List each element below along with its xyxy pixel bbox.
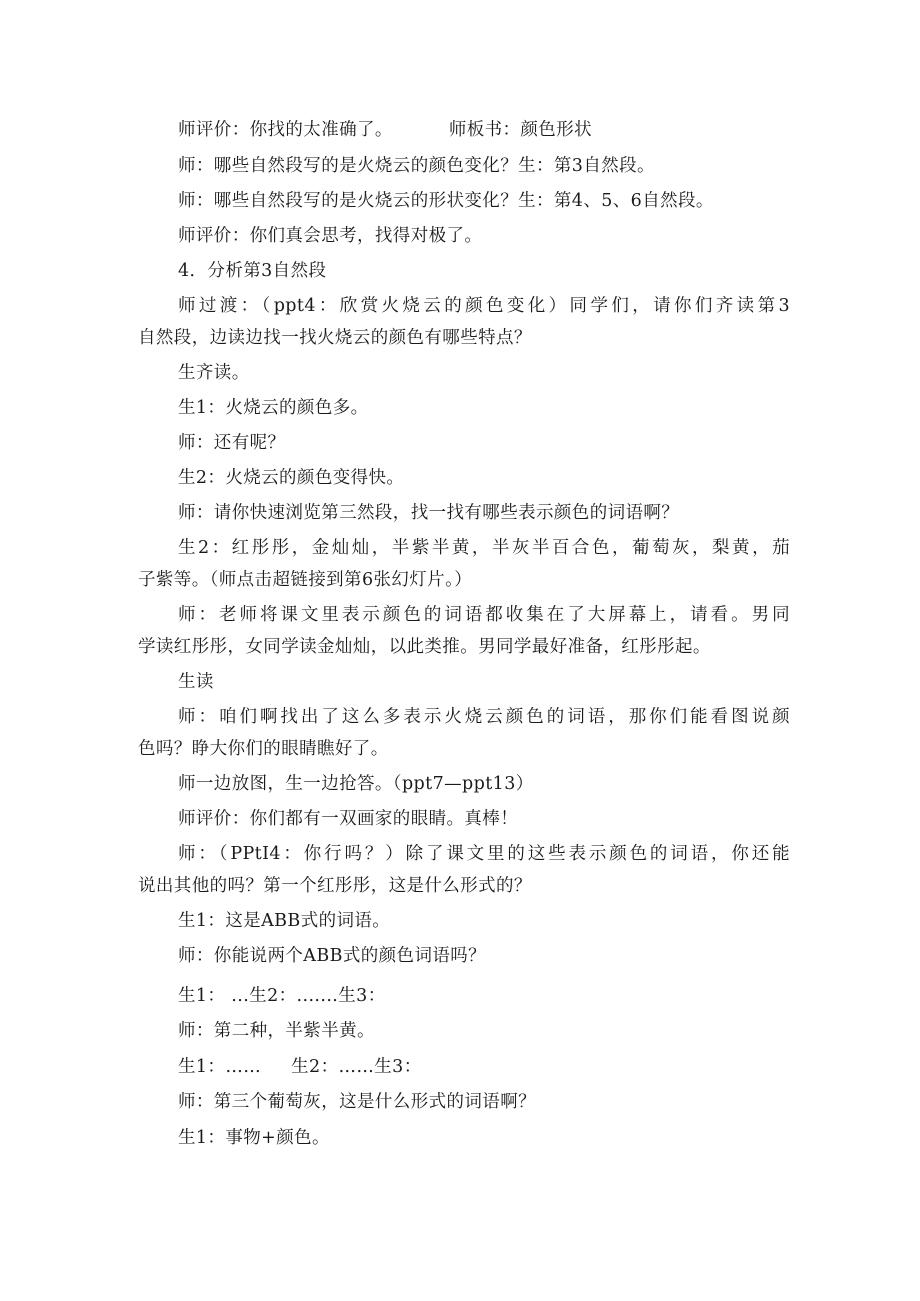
paragraph-line: 生1：这是ABB式的词语。 [178,911,391,931]
paragraph-line: 师：第三个葡萄灰，这是什么形式的词语啊？ [178,1092,536,1112]
teacher-evaluation-text: 师评价：你找的太准确了。 [178,120,393,140]
paragraph-line: 师：请你快速浏览第三然段，找一找有哪些表示颜色的词语啊？ [178,503,680,523]
student-2-3-text: 生2：……生3： [291,1057,422,1077]
paragraph-line: 师：你能说两个ABB式的颜色词语吗？ [178,946,487,966]
student-1-text: 生1：…… [178,1057,262,1077]
paragraph-line: 生2：红彤彤，金灿灿，半紫半黄，半灰半百合色，葡萄灰，梨黄，茄 [178,538,790,558]
paragraph-line: 说出其他的吗？第一个红彤彤，这是什么形式的？ [138,876,532,896]
paragraph-line: 自然段，边读边找一找火烧云的颜色有哪些特点？ [138,328,532,348]
paragraph-line: 色吗？睁大你们的眼睛瞧好了。 [138,739,389,759]
paragraph-line: 师过渡：（ppt4：欣赏火烧云的颜色变化）同学们，请你们齐读第3 [178,296,790,316]
paragraph-line: 师：还有呢？ [178,433,286,453]
paragraph-line: 生2：火烧云的颜色变得快。 [178,468,405,488]
paragraph-line: 生读 [178,672,214,692]
paragraph-line: 师：第二种，半紫半黄。 [178,1021,375,1041]
board-writing-text: 师板书：颜色形状 [448,120,593,140]
paragraph-line: 师：咱们啊找出了这么多表示火烧云颜色的词语，那你们能看图说颜 [178,707,790,727]
paragraph-line: 师一边放图，生一边抢答。（ppt7—ppt13） [178,774,534,794]
paragraph-line: 生1：火烧云的颜色多。 [178,398,369,418]
paragraph-line: 师：哪些自然段写的是火烧云的颜色变化？生：第3自然段。 [178,156,655,176]
paragraph-line [178,1055,790,1079]
paragraph-line: 生1： ...生2：.......生3： [178,986,386,1006]
paragraph-line: 师：哪些自然段写的是火烧云的形状变化？生：第4、5、6自然段。 [178,191,714,211]
paragraph-line: 生1：事物+颜色。 [178,1128,330,1148]
paragraph-line: 生齐读。 [178,363,250,383]
paragraph-line: 学读红彤彤，女同学读金灿灿，以此类推。男同学最好准备，红彤彤起。 [138,637,711,657]
paragraph-line: 师：老师将课文里表示颜色的词语都收集在了大屏幕上，请看。男同 [178,605,790,625]
paragraph-line [178,118,790,142]
paragraph-line: 师：（PPtI4：你行吗？）除了课文里的这些表示颜色的词语，你还能 [178,844,790,864]
paragraph-line: 师评价：你们都有一双画家的眼睛。真棒！ [178,809,519,829]
section-heading: 4．分析第3自然段 [178,261,327,281]
paragraph-line: 子紫等。（师点击超链接到第6张幻灯片。） [138,570,473,590]
paragraph-line: 师评价：你们真会思考，找得对极了。 [178,226,483,246]
